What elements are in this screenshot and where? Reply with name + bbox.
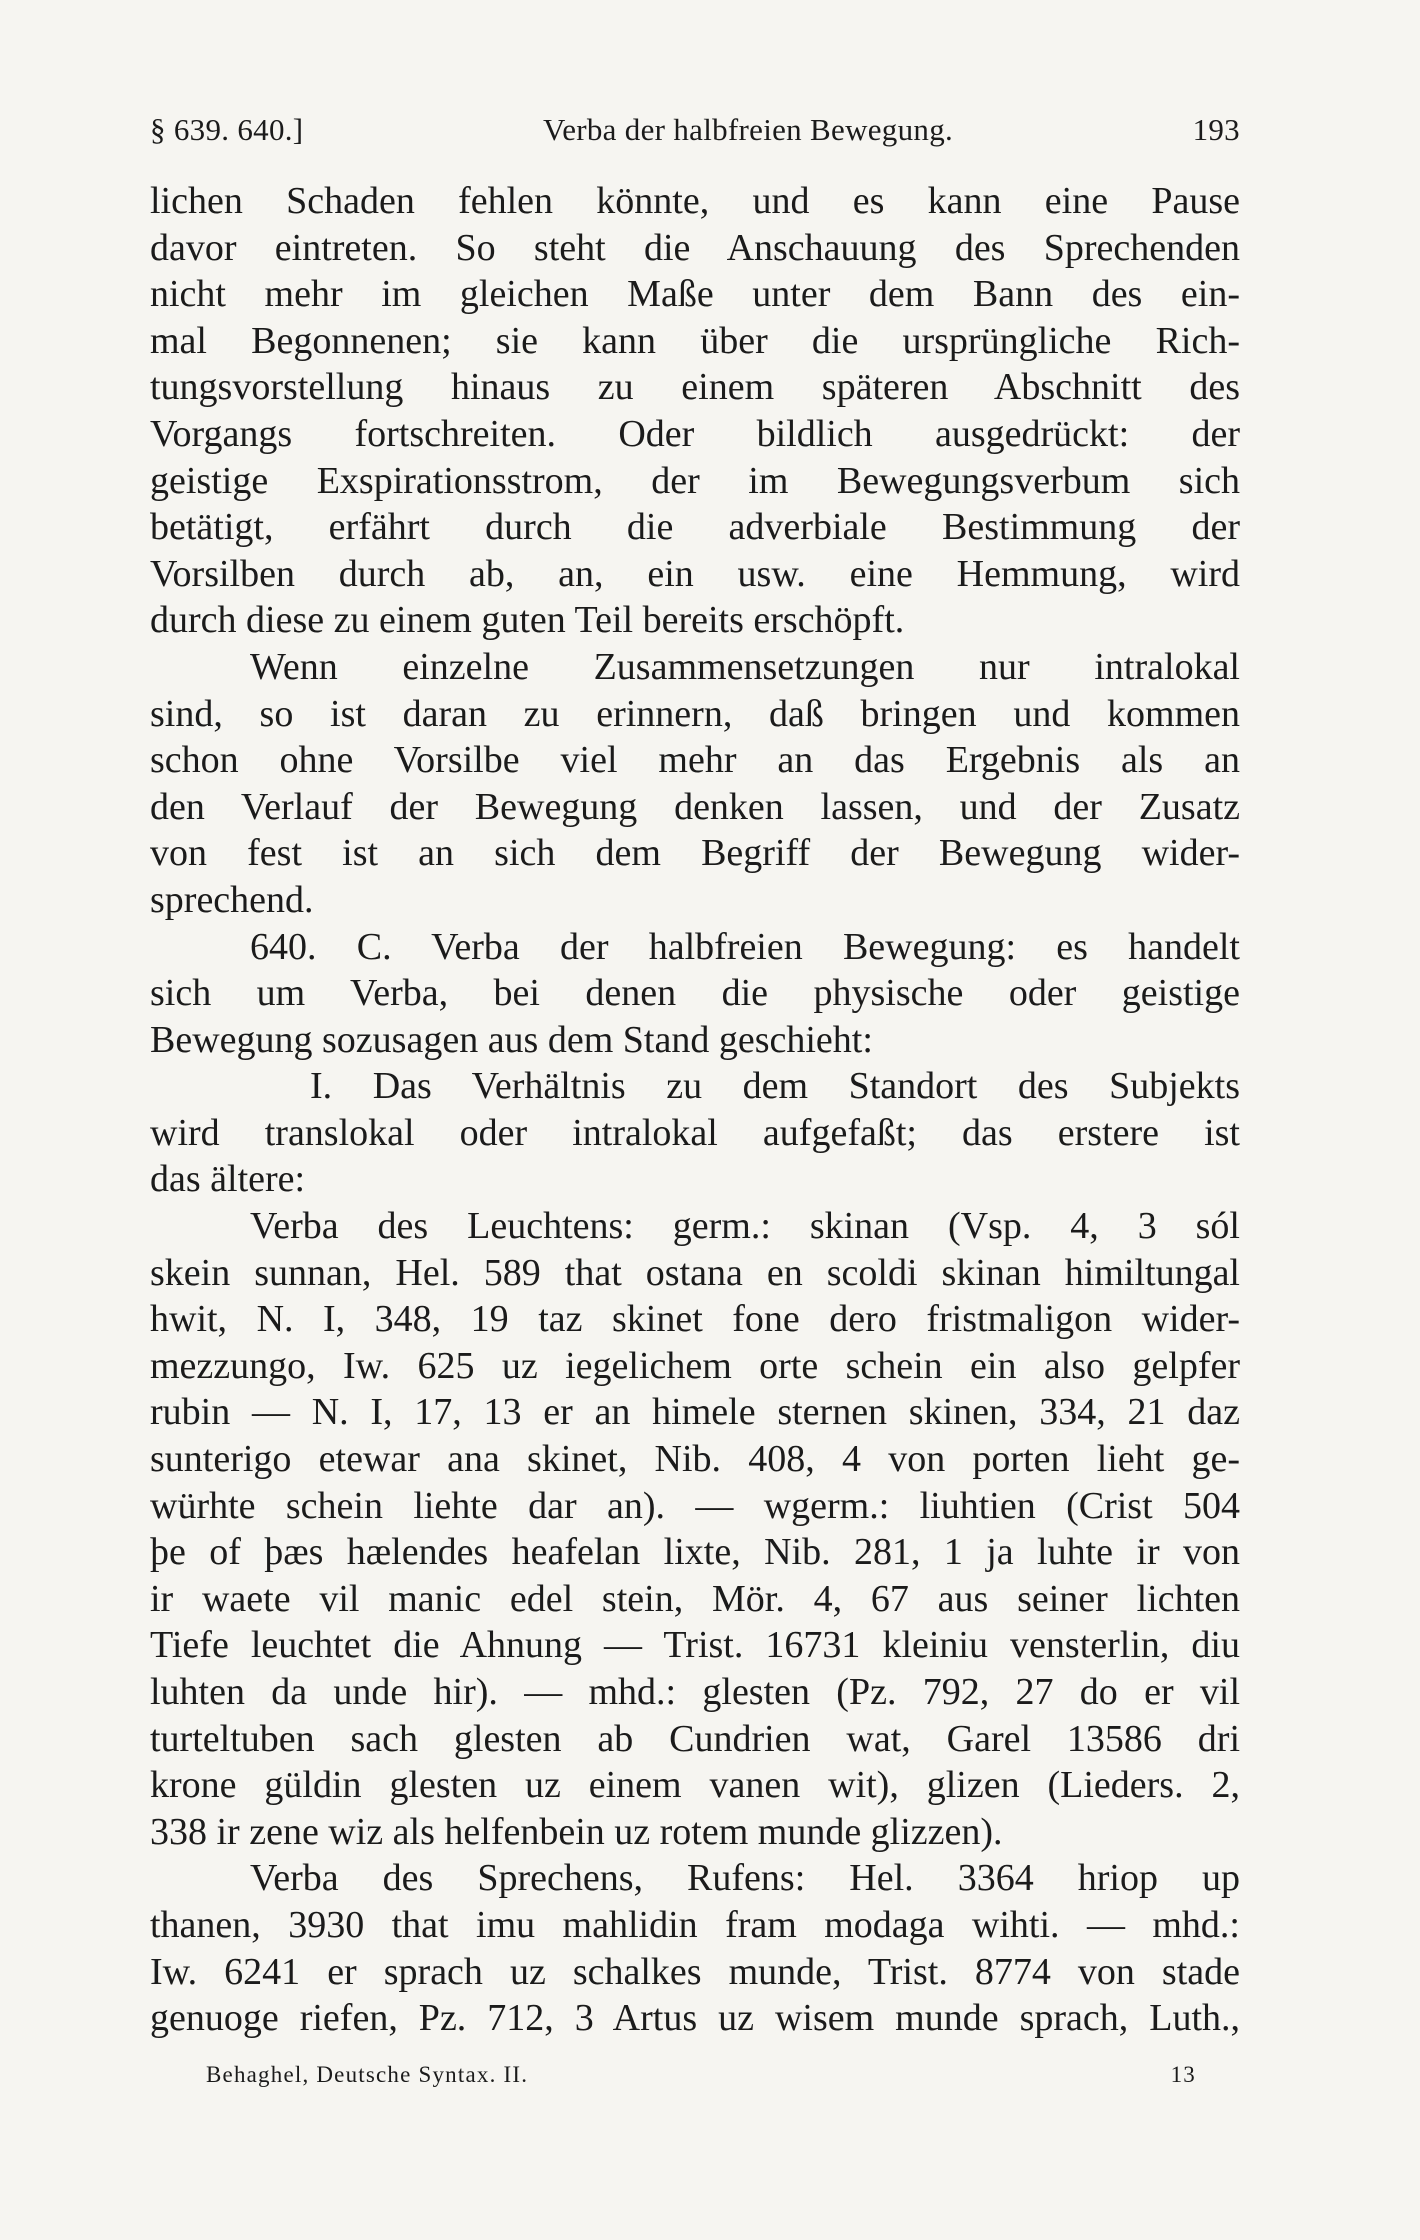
- text-line: tungsvorstellung hinaus zu einem späteren Abschnitt des: [150, 366, 1240, 409]
- text-line: ir waete vil manic edel stein, Mör. 4, 67 aus seiner lichten: [150, 1577, 1240, 1620]
- text-line: sind, so ist daran zu erinnern, daß bringen und kommen: [150, 692, 1240, 735]
- text-line: Vorsilben durch ab, an, ein usw. eine Hemmung, wird: [150, 552, 1240, 595]
- text-line: Vorgangs fortschreiten. Oder bildlich ausgedrückt: der: [150, 412, 1240, 455]
- footer-signature: 13: [1170, 2062, 1196, 2087]
- text-line: Verba des Sprechens, Rufens: Hel. 3364 hriop up: [250, 1857, 1240, 1900]
- text-line: davor eintreten. So steht die Anschauung des Sprechenden: [150, 226, 1240, 269]
- text-line: schon ohne Vorsilbe viel mehr an das Ergebnis als an: [150, 739, 1240, 782]
- text-line: mal Begonnenen; sie kann über die ursprüngliche Rich-: [150, 319, 1240, 362]
- text-line: luhten da unde hir). — mhd.: glesten (Pz. 792, 27 do er vil: [150, 1671, 1240, 1713]
- text-line: sunterigo etewar ana skinet, Nib. 408, 4 von porten lieht ge-: [150, 1438, 1240, 1481]
- text-line: lichen Schaden fehlen könnte, und es kann eine Pause: [150, 180, 1240, 222]
- text-line: thanen, 3930 that imu mahlidin fram modaga wihti. — mhd.:: [150, 1903, 1240, 1946]
- text-line: mezzungo, Iw. 625 uz iegelichem orte schein ein also gelpfer: [150, 1344, 1240, 1387]
- text-line: Iw. 6241 er sprach uz schalkes munde, Trist. 8774 von stade: [150, 1950, 1240, 1993]
- text-line: würhte schein liehte dar an). — wgerm.: liuhtien (Crist 504: [150, 1484, 1240, 1527]
- text-line: wird translokal oder intralokal aufgefaßt; das erstere ist: [150, 1111, 1240, 1154]
- page-footer: [206, 2055, 1206, 2095]
- text-line: sprechend.: [150, 878, 314, 921]
- text-line: von fest ist an sich dem Begriff der Bewegung wider-: [150, 832, 1240, 875]
- section-640-heading-line: 640. C. Verba der halbfreien Bewegung: es handelt: [250, 925, 1240, 968]
- text-line: rubin — N. I, 17, 13 er an himele sternen skinen, 334, 21 daz: [150, 1391, 1240, 1434]
- page-body: [150, 178, 1240, 2042]
- text-line: skein sunnan, Hel. 589 that ostana en scoldi skinan himiltungal: [150, 1251, 1240, 1294]
- text-line: durch diese zu einem guten Teil bereits erschöpft.: [150, 599, 905, 642]
- header-title: Verba der halbfreien Bewegung.: [542, 112, 954, 147]
- running-header: [150, 100, 1240, 160]
- text-line: hwit, N. I, 348, 19 taz skinet fone dero fristmaligon wider-: [150, 1298, 1240, 1341]
- text-line: þe of þæs hælendes heafelan lixte, Nib. 281, 1 ja luhte ir von: [150, 1531, 1240, 1574]
- text-line: I. Das Verhältnis zu dem Standort des Subjekts: [310, 1065, 1240, 1108]
- header-page-number: 193: [1192, 112, 1240, 147]
- text-line: turteltuben sach glesten ab Cundrien wat, Garel 13586 dri: [150, 1717, 1240, 1760]
- text-line: sich um Verba, bei denen die physische oder geistige: [150, 972, 1240, 1015]
- text-line: Bewegung sozusagen aus dem Stand geschieht:: [150, 1018, 873, 1061]
- text-line: genuoge riefen, Pz. 712, 3 Artus uz wisem munde sprach, Luth.,: [150, 1997, 1240, 2040]
- text-line: Tiefe leuchtet die Ahnung — Trist. 16731 kleiniu vensterlin, diu: [150, 1624, 1240, 1667]
- text-line: geistige Exspirationsstrom, der im Bewegungsverbum sich: [150, 459, 1240, 502]
- text-line: betätigt, erfährt durch die adverbiale Bestimmung der: [150, 506, 1240, 549]
- text-line: nicht mehr im gleichen Maße unter dem Bann des ein-: [150, 273, 1240, 316]
- text-line: Wenn einzelne Zusammensetzungen nur intralokal: [250, 645, 1240, 688]
- footer-citation: Behaghel, Deutsche Syntax. II.: [206, 2062, 529, 2087]
- book-page: [150, 100, 1240, 2160]
- text-line: krone güldin glesten uz einem vanen wit), glizen (Lieders. 2,: [150, 1764, 1240, 1807]
- text-line: den Verlauf der Bewegung denken lassen, und der Zusatz: [150, 785, 1240, 828]
- header-section: § 639. 640.]: [150, 112, 304, 147]
- text-line: Verba des Leuchtens: germ.: skinan (Vsp. 4, 3 sól: [250, 1205, 1240, 1248]
- text-line: das ältere:: [150, 1158, 306, 1201]
- text-line: 338 ir zene wiz als helfenbein uz rotem munde glizzen).: [150, 1810, 1003, 1853]
